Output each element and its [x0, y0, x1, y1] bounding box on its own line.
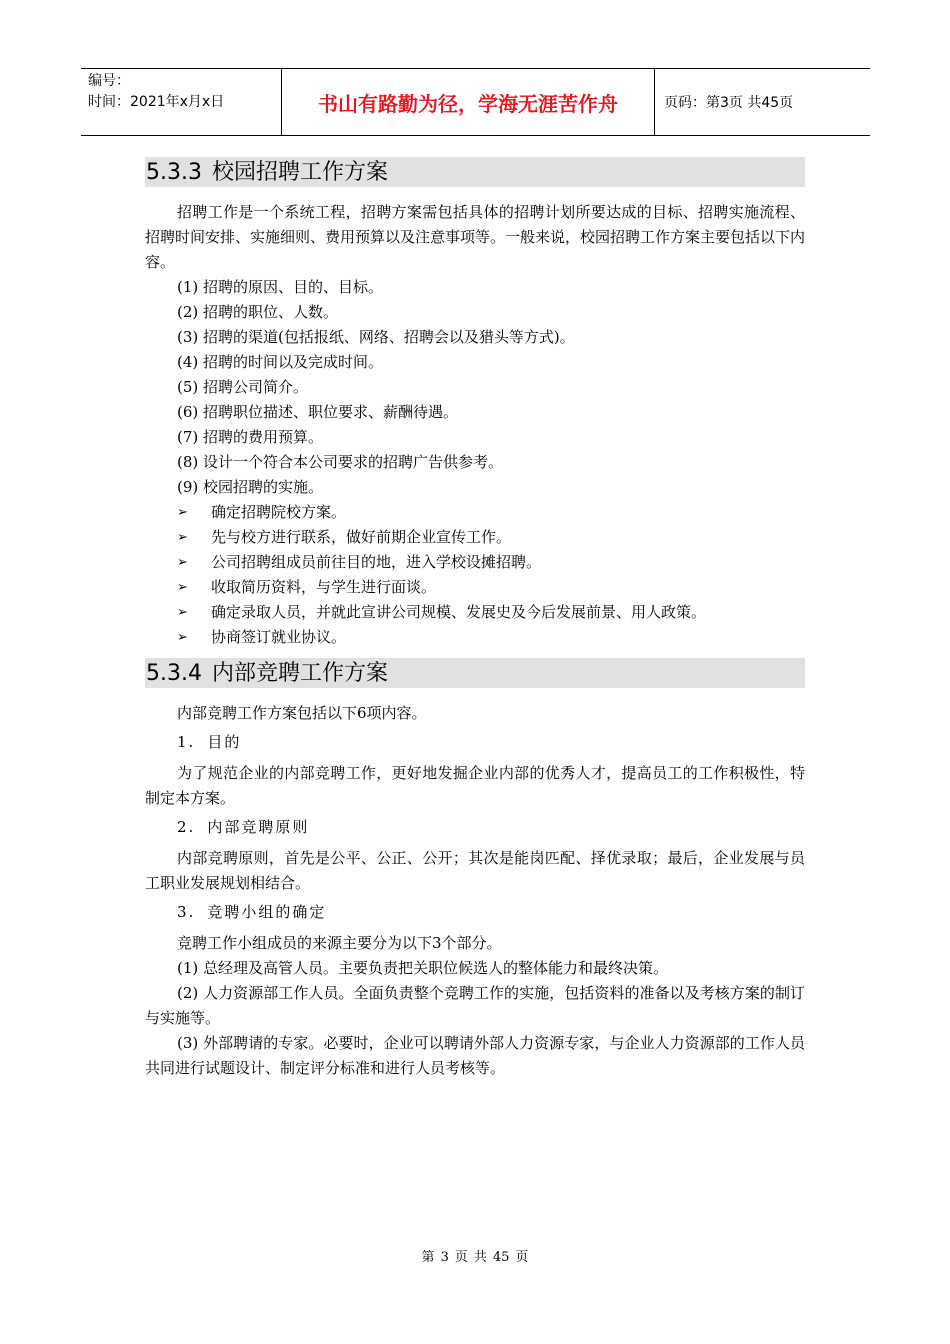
paragraph: 招聘工作是一个系统工程，招聘方案需包括具体的招聘计划所要达成的目标、招聘实施流程、招聘时间安排、实施细则、费用预算以及注意事项等。一般来说，校园招聘工作方案主要包括以下内容。	[145, 203, 806, 271]
arrow-bullet-icon: ➢	[177, 530, 188, 545]
paragraph: 内部竞聘原则，首先是公平、公正、公开；其次是能岗匹配、择优录取；最后，企业发展与员工职业发展规划相结合。	[145, 849, 805, 892]
list-item: (4) 招聘的时间以及完成时间。	[177, 353, 384, 371]
footer-page-number: 3	[440, 1250, 449, 1265]
paragraph: (3) 外部聘请的专家。必要时，企业可以聘请外部人力资源专家，与企业人力资源部的工作人员共同进行试题设计、制定评分标准和进行人员考核等。	[145, 1034, 805, 1077]
page-header	[81, 68, 870, 136]
document-time-label: 时间：2021年x月x日	[88, 94, 225, 110]
subheading: 3. 竞聘小组的确定	[177, 903, 327, 921]
list-item: (7) 招聘的费用预算。	[177, 428, 324, 446]
list-item: (5) 招聘公司简介。	[177, 378, 309, 396]
paragraph: 为了规范企业的内部竞聘工作，更好地发掘企业内部的优秀人才，提高员工的工作积极性，特制定本方案。	[145, 764, 805, 807]
section-title: 内部竞聘工作方案	[211, 661, 388, 686]
section-title: 校园招聘工作方案	[211, 160, 388, 185]
paragraph: (2) 人力资源部工作人员。全面负责整个竞聘工作的实施，包括资料的准备以及考核方案的制订与实施等。	[145, 984, 805, 1027]
page-footer: 第 3 页 共 45 页	[421, 1250, 529, 1265]
list-item: (9) 校园招聘的实施。	[177, 478, 324, 496]
paragraph: 竞聘工作小组成员的来源主要分为以下3个部分。	[177, 934, 502, 952]
bullet-item: ➢ 公司招聘组成员前往目的地，进入学校设摊招聘。	[145, 550, 805, 575]
list-item: (1) 招聘的原因、目的、目标。	[177, 278, 384, 296]
paragraph: (1) 总经理及高管人员。主要负责把关职位候选人的整体能力和最终决策。	[177, 959, 669, 977]
arrow-bullet-icon: ➢	[177, 580, 188, 595]
section-heading-5-3-3	[145, 157, 805, 187]
arrow-bullet-icon: ➢	[177, 555, 188, 570]
footer-total-pages: 45	[492, 1250, 510, 1265]
list-item: (8) 设计一个符合本公司要求的招聘广告供参考。	[177, 453, 504, 471]
header-motto: 书山有路勤为径，学海无涯苦作舟	[282, 69, 655, 135]
list-item: (3) 招聘的渠道(包括报纸、网络、招聘会以及猎头等方式)。	[177, 328, 575, 346]
header-meta	[81, 69, 282, 135]
arrow-bullet-icon: ➢	[177, 505, 188, 520]
section-heading-5-3-4	[145, 658, 805, 688]
header-page-info: 页码：第3页 共45页	[664, 95, 794, 111]
paragraph: 内部竞聘工作方案包括以下6项内容。	[177, 704, 427, 722]
document-body	[145, 157, 805, 1081]
section-number: 5.3.4	[146, 661, 202, 686]
subheading: 2. 内部竞聘原则	[177, 818, 310, 836]
document-number-label: 编号：	[88, 73, 130, 89]
list-item: (6) 招聘职位描述、职位要求、薪酬待遇。	[177, 403, 459, 421]
list-item: (2) 招聘的职位、人数。	[177, 303, 339, 321]
section-number: 5.3.3	[146, 160, 202, 185]
arrow-bullet-icon: ➢	[177, 630, 188, 645]
bullet-item: ➢ 确定录取人员，并就此宣讲公司规模、发展史及今后发展前景、用人政策。	[145, 600, 805, 625]
bullet-item: ➢ 收取简历资料，与学生进行面谈。	[145, 575, 805, 600]
bullet-item: ➢ 协商签订就业协议。	[145, 625, 805, 650]
arrow-bullet-icon: ➢	[177, 605, 188, 620]
subheading: 1. 目的	[177, 733, 242, 751]
bullet-item: ➢ 确定招聘院校方案。	[145, 500, 805, 525]
bullet-item: ➢ 先与校方进行联系，做好前期企业宣传工作。	[145, 525, 805, 550]
